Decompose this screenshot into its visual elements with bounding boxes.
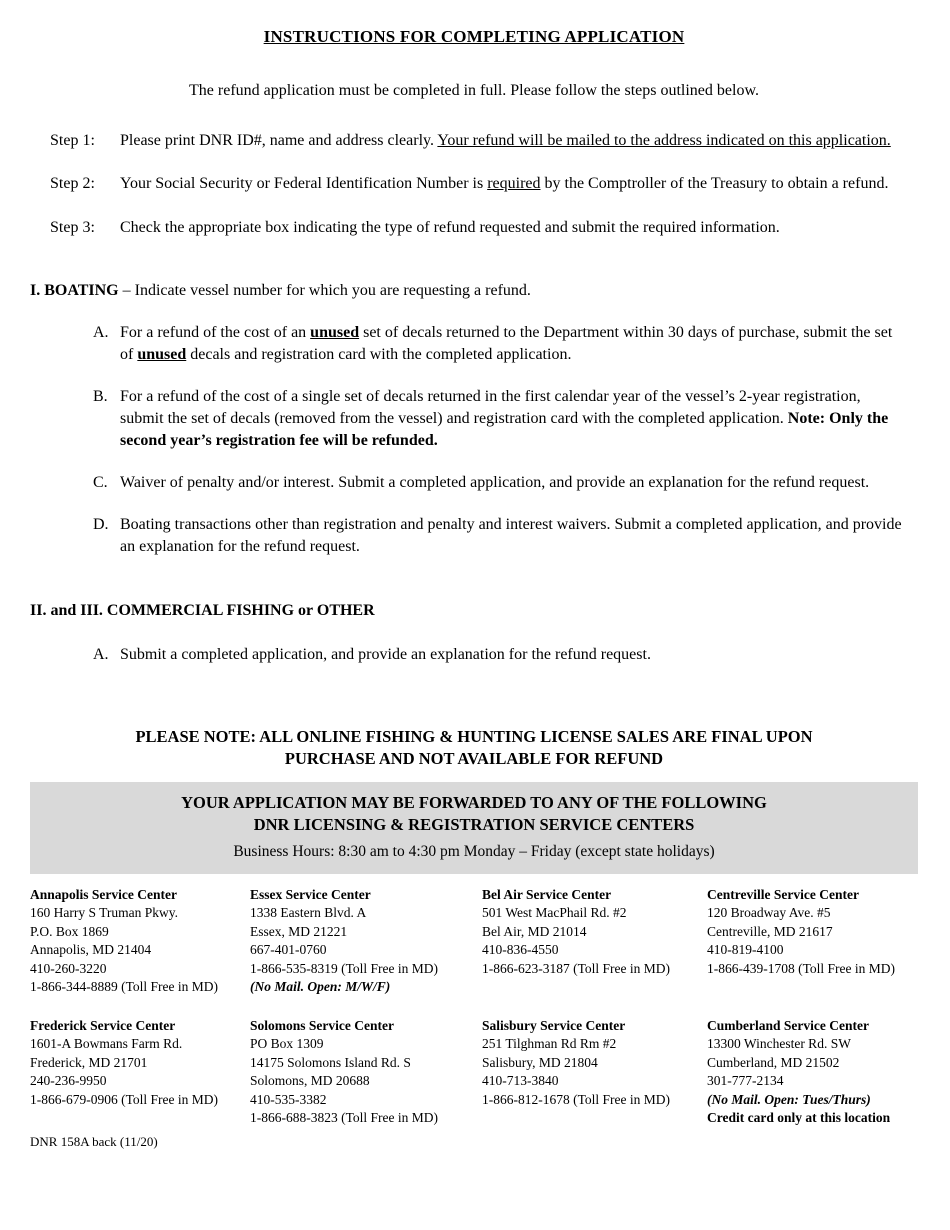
address-line: 410-836-4550 [482,942,559,957]
address-line: Cumberland, MD 21502 [707,1054,840,1070]
service-center-name: Centreville Service Center [707,886,859,902]
item-text: Boating transactions other than registration and penalty and interest waivers. Submit a completed application, and provide an explanation for the refund request. [120,515,902,555]
address-line: 1338 Eastern Blvd. A [250,905,367,920]
address-line: 240-236-9950 [30,1073,107,1088]
item-label: C. [93,473,108,491]
service-center-solomons [250,1017,482,1128]
address-line: Annapolis, MD 21404 [30,942,152,957]
section-heading-commercial-fishing: II. and III. COMMERCIAL FISHING or OTHER [30,601,375,619]
service-center-address [30,904,240,997]
item-text-part: For a refund of the cost of an [120,323,311,341]
step-text-after: by the Comptroller of the Treasury to obtain a refund. [540,174,889,192]
address-line: 1-866-679-0906 (Toll Free in MD) [30,1091,219,1107]
item-label: D. [93,515,109,533]
address-line: 1-866-812-1678 (Toll Free in MD) [482,1091,671,1107]
address-line: PO Box 1309 [250,1036,324,1051]
address-line: 301-777-2134 [707,1073,784,1088]
address-line: 667-401-0760 [250,942,327,957]
address-line: 251 Tilghman Rd Rm #2 [482,1036,617,1051]
address-line: 410-819-4100 [707,942,784,957]
notice-line-2: PURCHASE AND NOT AVAILABLE FOR REFUND [284,748,664,768]
service-center-address [30,1035,240,1109]
step-label: Step 1: [50,132,95,149]
service-center-name: Bel Air Service Center [482,886,612,902]
banner-title-line-1: YOUR APPLICATION MAY BE FORWARDED TO ANY OF THE FOLLOWING [181,792,767,812]
item-label: B. [93,387,108,405]
list-item-boating-a [93,322,918,366]
service-center-name: Frederick Service Center [30,1017,176,1033]
service-center-annapolis [30,886,250,997]
item-text-emphasis: unused [310,323,360,341]
step-text-normal: Check the appropriate box indicating the type of refund requested and submit the required information. [120,219,780,236]
service-center-address [482,1035,697,1109]
step-text-normal: Please print DNR ID#, name and address clearly. [120,132,438,149]
step-label: Step 2: [50,174,95,192]
address-line: 1601-A Bowmans Farm Rd. [30,1036,183,1051]
service-center-name: Essex Service Center [250,886,371,902]
section-heading-bold: I. BOATING [30,281,119,299]
item-text: Submit a completed application, and provide an explanation for the refund request. [120,645,651,663]
step-row-3 [50,217,918,240]
page-title: INSTRUCTIONS FOR COMPLETING APPLICATION [263,27,685,46]
form-number: DNR 158A back (11/20) [30,1133,158,1149]
address-line: 1-866-623-3187 (Toll Free in MD) [482,960,671,976]
address-line: 1-866-535-8319 (Toll Free in MD) [250,960,439,976]
address-line: Bel Air, MD 21014 [482,923,587,939]
address-line: 1-866-439-1708 (Toll Free in MD) [707,960,896,976]
item-text-part: For a refund of the cost of a single set of decals returned in the first calendar year of the vessel’s 2-year registration, submit the set of decals (removed from the vessel) and registration card with the completed application. [120,387,861,427]
list-item-other-a [93,644,918,666]
address-line: 410-260-3220 [30,960,107,976]
business-hours: Business Hours: 8:30 am to 4:30 pm Monday – Friday (except state holidays) [233,842,715,860]
step-text-normal: Your Social Security or Federal Identification Number is [120,174,488,192]
address-line: 1-866-688-3823 (Toll Free in MD) [250,1110,439,1125]
service-centers-banner [30,782,918,874]
service-center-name: Salisbury Service Center [482,1017,626,1033]
item-text-emphasis: unused [137,345,187,363]
item-text-part: set of decals returned to the Department within 30 days of purchase, submit the set of [120,323,893,363]
address-line: Frederick, MD 21701 [30,1054,148,1070]
service-center-note: (No Mail. Open: M/W/F) [250,979,391,994]
banner-title-line-2: DNR LICENSING & REGISTRATION SERVICE CENTERS [253,814,695,834]
service-center-frederick [30,1017,250,1128]
service-center-cumberland [707,1017,920,1128]
address-line: Essex, MD 21221 [250,923,348,939]
address-line: 1-866-344-8889 (Toll Free in MD) [30,979,219,994]
list-item-boating-c [93,472,918,494]
service-center-salisbury [482,1017,707,1128]
item-text-part: decals and registration card with the completed application. [186,345,572,363]
service-center-centreville [707,886,920,997]
address-line: 501 West MacPhail Rd. #2 [482,905,627,920]
step-text-underlined: Your refund will be mailed to the address indicated on this application. [437,132,891,149]
item-text [120,386,918,452]
step-text [120,173,918,196]
section-heading-boating [30,280,918,302]
step-row-1 [50,130,918,153]
step-text [120,130,918,153]
address-line: 120 Broadway Ave. #5 [707,905,831,920]
service-center-address [707,1035,910,1091]
section-heading-rest: – Indicate vessel number for which you are requesting a refund. [118,281,531,299]
step-label: Step 3: [50,219,95,236]
service-center-name: Annapolis Service Center [30,886,177,902]
service-center-address [482,904,697,978]
final-sale-notice [30,726,918,770]
service-center-address [250,1035,472,1128]
service-center-note-bold: Credit card only at this location [707,1110,891,1125]
address-line: Solomons, MD 20688 [250,1073,370,1088]
address-line: 13300 Winchester Rd. SW [707,1036,851,1051]
step-text-underlined: required [487,174,541,192]
item-text [120,322,918,366]
service-center-bel-air [482,886,707,997]
service-center-address [250,904,472,978]
address-line: 410-535-3382 [250,1091,327,1107]
address-line: P.O. Box 1869 [30,923,109,939]
intro-text: The refund application must be completed in full. Please follow the steps outlined below. [189,82,759,99]
service-center-name: Solomons Service Center [250,1017,394,1033]
item-text-note: Note: Only the second year’s registration fee will be refunded. [120,409,889,449]
item-text: Waiver of penalty and/or interest. Submit a completed application, and provide an explanation for the refund request. [120,473,870,491]
list-item-boating-b [93,386,918,452]
list-item-boating-d [93,514,918,558]
address-line: 410-713-3840 [482,1073,559,1088]
step-row-2 [50,173,918,196]
item-label: A. [93,645,109,663]
step-text [120,217,918,240]
address-line: 14175 Solomons Island Rd. S [250,1054,411,1070]
notice-line-1: PLEASE NOTE: ALL ONLINE FISHING & HUNTING LICENSE SALES ARE FINAL UPON [135,726,813,746]
service-center-note: (No Mail. Open: Tues/Thurs) [707,1091,871,1107]
service-center-essex [250,886,482,997]
address-line: Centreville, MD 21617 [707,923,833,939]
item-label: A. [93,323,109,341]
address-line: 160 Harry S Truman Pkwy. [30,905,179,920]
address-line: Salisbury, MD 21804 [482,1054,598,1070]
service-centers-grid [30,886,918,1128]
service-center-address [707,904,910,978]
service-center-name: Cumberland Service Center [707,1017,869,1033]
